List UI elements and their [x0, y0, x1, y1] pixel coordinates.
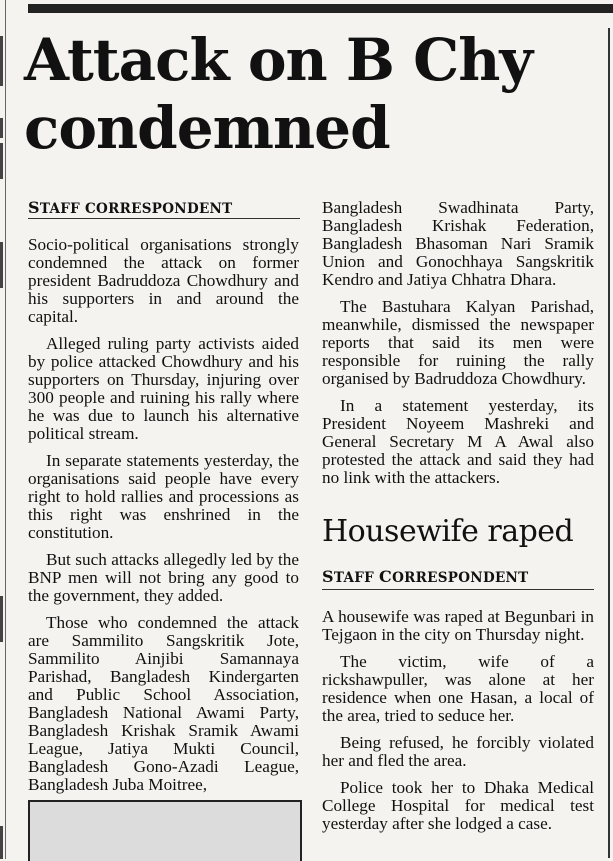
byline-text: TAFF CORRESPONDENT — [39, 201, 233, 217]
article-column-3 — [322, 608, 594, 842]
byline-main — [28, 198, 300, 217]
page-right-edge — [608, 28, 610, 858]
byline-text: TAFF — [333, 570, 375, 586]
article-paragraph: But such attacks allegedly led by the BNP men will not bring any good to the government, they added. — [28, 550, 299, 605]
left-margin-mark — [0, 36, 3, 86]
headline: Attack on B Chy condemned — [24, 26, 533, 162]
article-column-1 — [28, 236, 299, 803]
byline-text: ORRESPONDENT — [392, 570, 529, 586]
left-margin-mark — [0, 118, 3, 138]
article-paragraph: Those who condemned the attack are Sammilito Sangskritik Jote, Sammilito Ainjibi Samannaya Parishad, Bangladesh Kindergarten and Public School Association, Bangladesh National Awami Party, Bangladesh Krishak Sramik Awami League, Jatiya Mukti Council, Bangladesh Gono-Azadi League, Bangladesh Juba Moitree, — [28, 613, 299, 794]
left-margin-mark — [0, 143, 3, 179]
article-paragraph: In a statement yesterday, its President Noyeem Mashreki and General Secretary M A Awal also protested the attack and said they had no link with the attackers. — [322, 396, 594, 487]
byline-initial: S — [28, 198, 40, 217]
byline-second — [322, 567, 594, 586]
article-paragraph: The Bastuhara Kalyan Parishad, meanwhile, dismissed the newspaper reports that said its men were responsible for ruining the rally organised by Badruddoza Chowdhury. — [322, 297, 594, 388]
byline-rule — [28, 218, 300, 219]
byline-initial: C — [379, 567, 393, 586]
left-margin-mark — [0, 242, 3, 288]
article-paragraph: In separate statements yesterday, the organisations said people have every right to hold rallies and processions as this right was enshrined in the constitution. — [28, 451, 299, 542]
article-paragraph: Alleged ruling party activists aided by police attacked Chowdhury and his supporters on Thursday, injuring over 300 people and ruining his rally where he was due to launch his alternative political stream. — [28, 334, 299, 443]
article-paragraph: The victim, wife of a rickshawpuller, was alone at her residence when one Hasan, a local of the area, tried to seduce her. — [322, 652, 594, 725]
top-rule — [28, 4, 613, 13]
byline-rule — [322, 589, 594, 590]
article-paragraph: Being refused, he forcibly violated her and fled the area. — [322, 733, 594, 770]
byline-initial: S — [322, 567, 334, 586]
page-left-edge — [5, 0, 6, 859]
article-paragraph: A housewife was raped at Begunbari in Tejgaon in the city on Thursday night. — [322, 607, 594, 644]
article-paragraph: Police took her to Dhaka Medical College Hospital for medical test yesterday after she lodged a case. — [322, 778, 594, 833]
sub-headline: Housewife raped — [322, 514, 574, 549]
article-column-2 — [322, 199, 594, 496]
left-margin-mark — [0, 596, 3, 642]
article-paragraph: Bangladesh Swadhinata Party, Bangladesh Krishak Federation, Bangladesh Bhasoman Nari Sramik Union and Gonochhaya Sangskritik Kendro and Jatiya Chhatra Dhara. — [322, 198, 594, 289]
gray-box — [28, 800, 302, 861]
left-margin-mark — [0, 826, 3, 859]
article-paragraph: Socio-political organisations strongly condemned the attack on former president Badruddoza Chowdhury and his supporters in and around the capital. — [28, 235, 299, 326]
